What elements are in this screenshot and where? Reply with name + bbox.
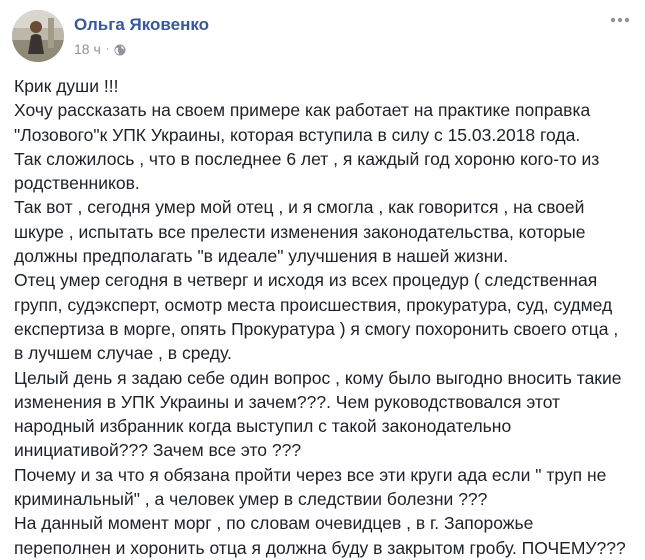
post-body <box>14 74 639 560</box>
post-header <box>12 10 633 62</box>
post-line: Хочу рассказать на своем примере как работает на практике поправка <box>14 100 591 121</box>
post-line: шкуре , испытать все прелести изменения законодательства, которые <box>14 221 586 242</box>
post-line: в лучшем случае , в среду. <box>14 343 232 364</box>
meta-separator: · <box>105 43 110 55</box>
post-line: "Лозового"к УПК Украины, которая вступила в силу с 15.03.2018 года. <box>14 124 581 145</box>
post-line: Целый день я задаю себе один вопрос , кому было выгодно вносить такие <box>14 367 622 388</box>
post-line: Почему и за что я обязана пройти через все эти круги ада если " труп не <box>14 464 607 485</box>
post-line: народный избранник когда выступил с такой законодательно <box>14 416 512 437</box>
post-line: родственников. <box>14 173 140 194</box>
post-line: Отец умер сегодня в четверг и исходя из всех процедур ( следственная <box>14 270 598 291</box>
post-line: групп, судэксперт, осмотр места происшествия, прокуратура, суд, судмед <box>14 294 613 315</box>
post-line: Так вот , сегодня умер мой отец , и я смогла , как говорится , на своей <box>14 197 585 218</box>
post-line: криминальный" , а человек умер в следствии болезни ??? <box>14 489 488 510</box>
avatar[interactable] <box>12 10 64 62</box>
post-meta <box>74 41 126 57</box>
post-line: На данный момент морг , по словам очевидцев , в г. Запорожье <box>14 513 534 534</box>
author-name[interactable]: Ольга Яковенко <box>74 15 210 34</box>
post-line: инициативой??? Зачем все это ??? <box>14 440 302 461</box>
post-line: експертиза в морге, опять Прокуратура ) я смогу похоронить своего отца , <box>14 318 619 339</box>
globe-icon[interactable] <box>114 43 126 55</box>
post-line: изменения в УПК Украины и зачем???. Чем руководствовался этот <box>14 391 561 412</box>
post-line: Так сложилось , что в последнее 6 лет , я каждый год хороню кого-то из <box>14 148 600 169</box>
post-line: должны предполагать "в идеале" улучшения в нашей жизни. <box>14 246 509 267</box>
post-line: Крик души !!! <box>14 76 119 96</box>
post-timestamp[interactable]: 18 ч <box>74 41 101 57</box>
more-options-icon[interactable] <box>607 12 633 28</box>
post-line: переполнен и хоронить отца я должна буду в закрытом гробу. ПОЧЕМУ??? <box>14 537 626 558</box>
